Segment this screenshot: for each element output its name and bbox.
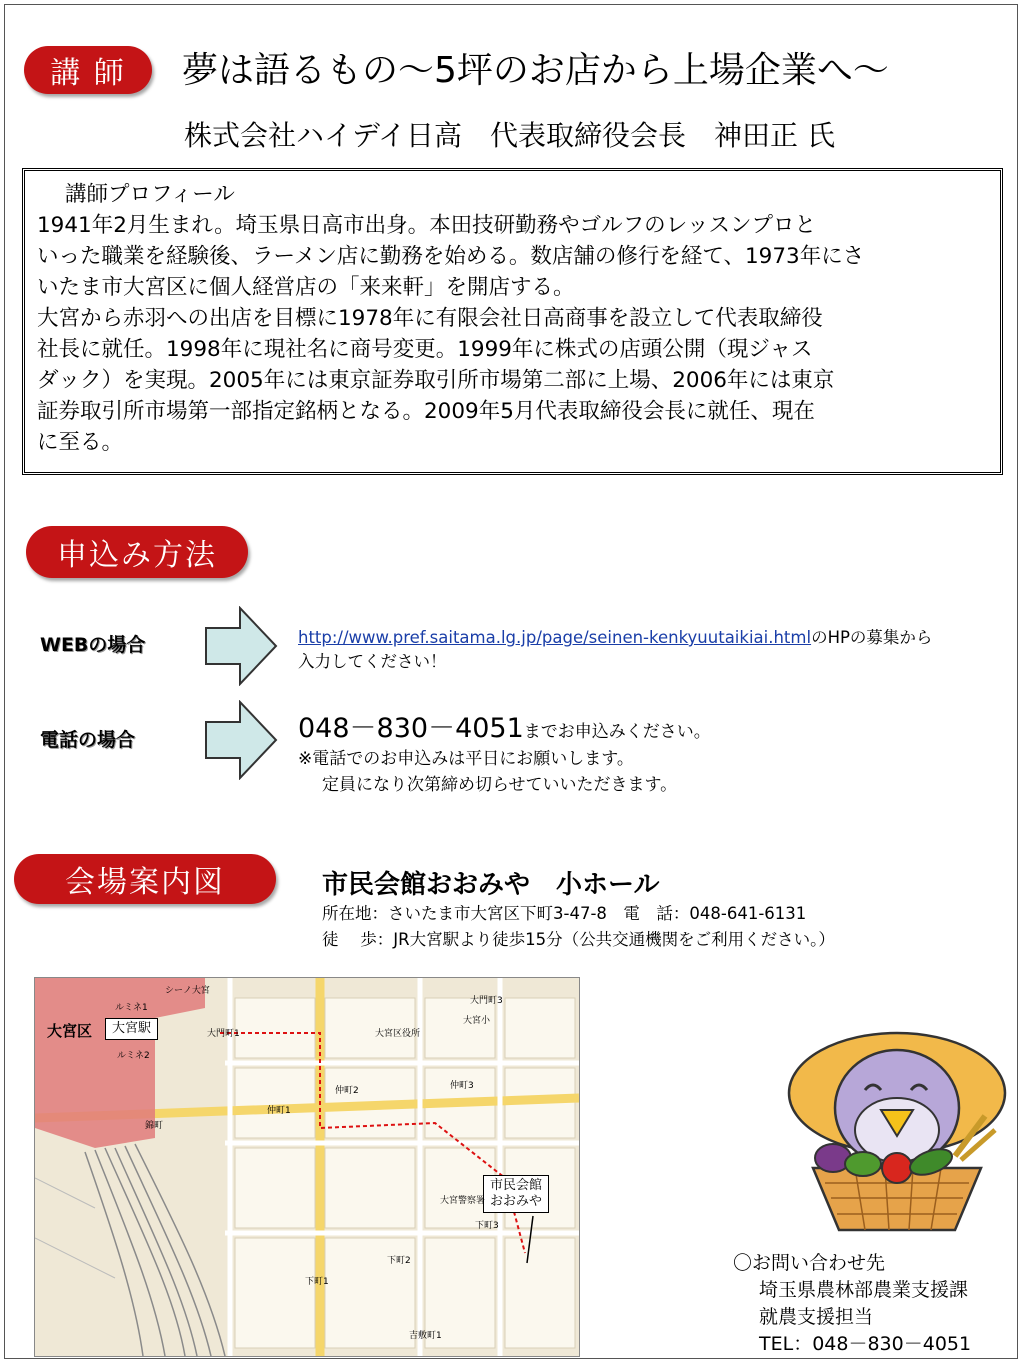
web-instruction-line2: 入力してください！	[298, 652, 447, 671]
arrow-right-icon	[204, 700, 278, 780]
apply-badge	[26, 526, 248, 578]
profile-line: いった職業を経験後、ラーメン店に勤務を始める。数店舗の修行を経て、1973年にさ	[37, 244, 865, 269]
map-place-label: 大門町1	[207, 1029, 240, 1039]
venue-badge-label: 会場案内図	[65, 865, 225, 900]
venue-walk: 徒 歩：JR大宮駅より徒歩15分（公共交通機関をご利用ください。）	[322, 930, 835, 949]
contact-phone: TEL：048－830－4051	[759, 1333, 972, 1355]
profile-line: 社長に就任。1998年に現社名に商号変更。1999年に株式の店頭公開（現ジャス	[37, 337, 813, 362]
map-hall-label	[483, 1175, 549, 1213]
map-place-label: 吉敷町1	[409, 1331, 442, 1341]
map-ward-label: 大宮区	[47, 1022, 93, 1040]
map-station-label: 大宮駅	[105, 1018, 158, 1040]
map-place-label: 錦町	[145, 1121, 164, 1131]
map-place-label: 仲町1	[267, 1106, 291, 1116]
map-place-label: 下町1	[305, 1277, 329, 1287]
map-hall-label-line1: 市民会館	[490, 1178, 543, 1193]
lecturer-badge	[24, 46, 152, 94]
map-place-label: 大門町3	[470, 996, 503, 1006]
profile-line: 大宮から赤羽への出店を目標に1978年に有限会社日高商事を設立して代表取締役	[37, 306, 823, 331]
profile-box	[22, 168, 1003, 475]
venue-address: 所在地：さいたま市大宮区下町3-47-8 電 話：048-641-6131	[322, 904, 807, 923]
map-place-label: シーノ大宮	[165, 986, 210, 996]
map-hall-label-line2: おおみや	[490, 1194, 543, 1209]
phone-note-2: 定員になり次第締め切らせていいただきます。	[322, 775, 678, 795]
apply-badge-label: 申込み方法	[57, 538, 217, 573]
profile-line: に至る。	[37, 430, 124, 455]
web-method-label: WEBの場合	[40, 634, 146, 656]
contact-heading: 〇お問い合わせ先	[733, 1252, 886, 1274]
venue-map[interactable]	[34, 977, 580, 1357]
phone-line	[298, 706, 711, 745]
profile-line: 証券取引所市場第一部指定銘柄となる。2009年5月代表取締役会長に就任、現在	[37, 399, 815, 424]
profile-line: いたま市大宮区に個人経営店の「来来軒」を開店する。	[37, 275, 575, 300]
phone-method-label: 電話の場合	[40, 729, 136, 751]
contact-section: 就農支援担当	[759, 1306, 874, 1328]
lecture-title: 夢は語るもの～5坪のお店から上場企業へ～	[182, 50, 889, 91]
application-link[interactable]: http://www.pref.saitama.lg.jp/page/seinen-kenkyuutaikiai.html	[298, 628, 812, 647]
contact-department: 埼玉県農林部農業支援課	[759, 1279, 969, 1301]
mascot-illustration	[785, 1018, 1010, 1243]
arrow-right-icon	[204, 606, 278, 686]
venue-badge	[14, 854, 276, 904]
map-place-label: 下町3	[475, 1221, 499, 1231]
web-after-text: のHPの募集から	[811, 628, 933, 647]
profile-line: 1941年2月生まれ。埼玉県日高市出身。本田技研勤務やゴルフのレッスンプロと	[37, 213, 816, 238]
profile-heading: 講師プロフィール	[65, 182, 235, 207]
map-place-label: 下町2	[387, 1256, 411, 1266]
lecturer-badge-label: 講 師	[50, 56, 126, 91]
phone-note-1: ※電話でのお申込みは平日にお願いします。	[298, 749, 634, 769]
map-place-label: ルミネ1	[115, 1003, 148, 1013]
phone-number: 048－830－4051	[298, 713, 524, 744]
map-place-label: ルミネ2	[117, 1051, 150, 1061]
lecturer-name: 株式会社ハイデイ日高 代表取締役会長 神田正 氏	[184, 119, 835, 152]
map-place-label: 大宮区役所	[375, 1029, 421, 1039]
map-place-label: 仲町2	[335, 1086, 359, 1096]
map-place-label: 大宮小	[463, 1016, 491, 1026]
contact-block	[733, 1250, 971, 1358]
web-instruction	[298, 624, 932, 648]
profile-line: ダック）を実現。2005年には東京証券取引所市場第二部に上場、2006年には東京	[37, 368, 835, 393]
map-place-label: 大宮警察署	[440, 1196, 486, 1206]
map-place-label: 仲町3	[450, 1081, 474, 1091]
venue-name: 市民会館おおみや 小ホール	[322, 870, 660, 900]
phone-after-text: までお申込みください。	[523, 722, 711, 742]
